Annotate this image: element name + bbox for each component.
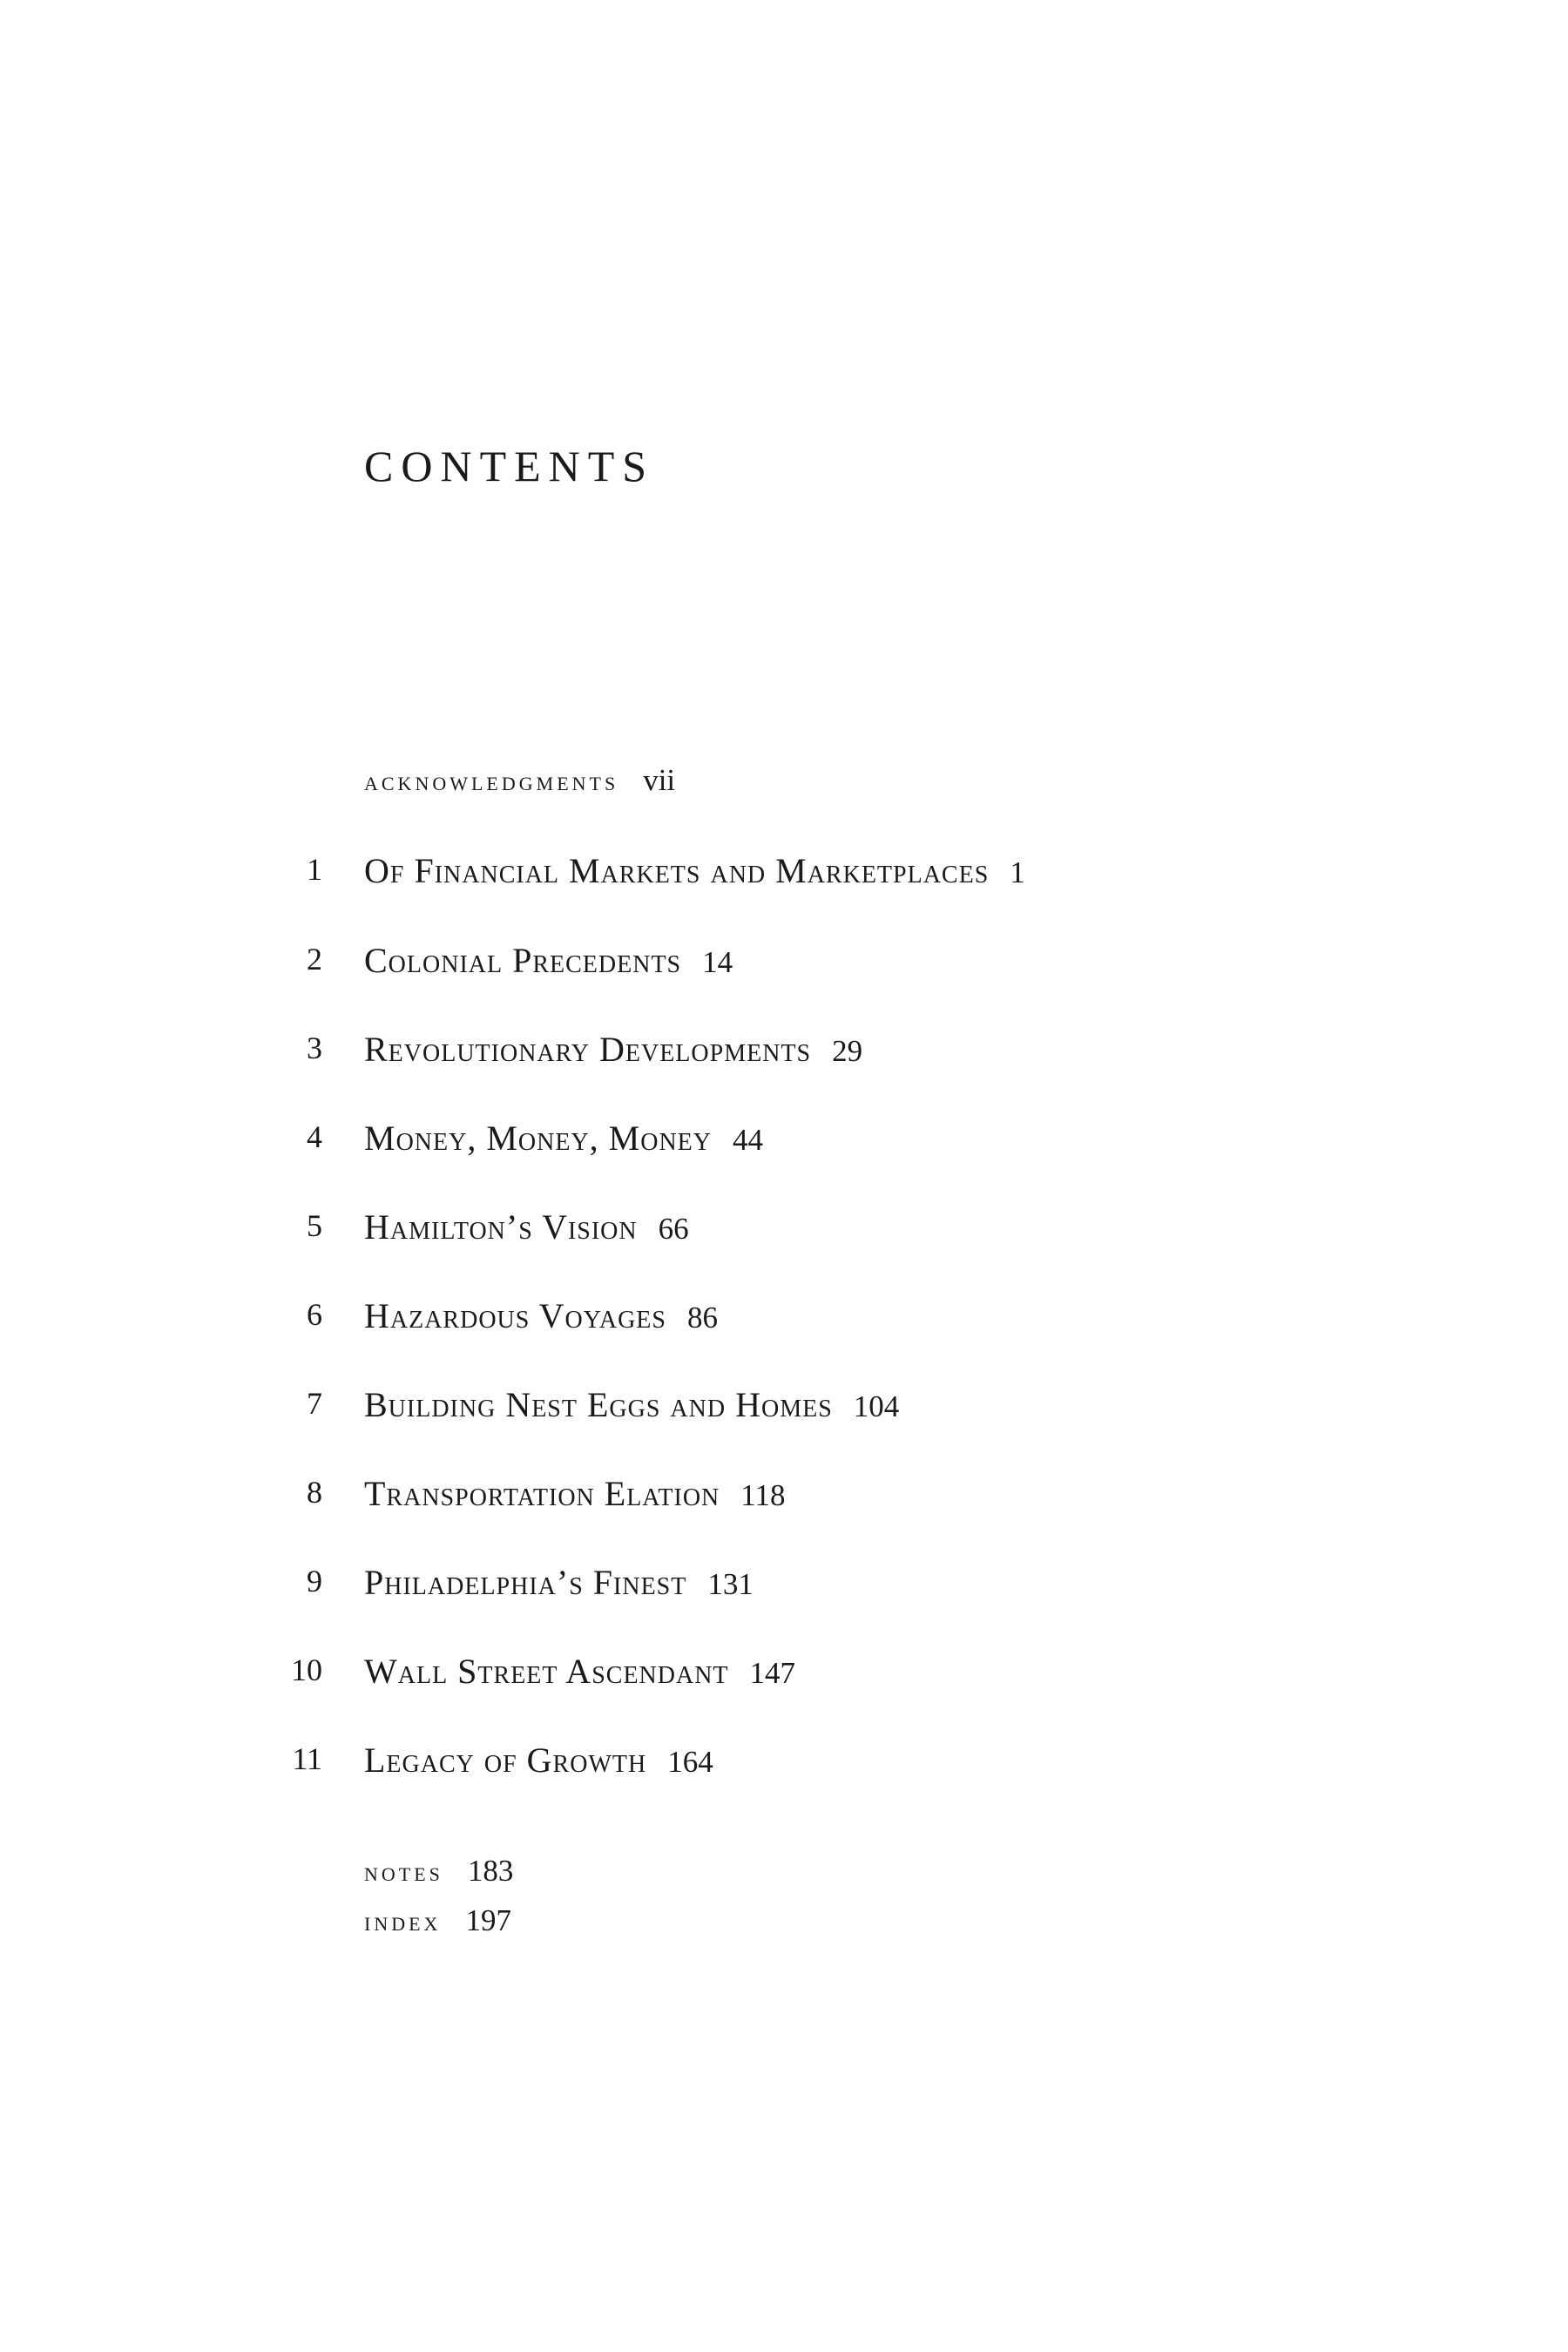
chapter-title-text: Hamilton’s Vision (364, 1207, 638, 1247)
chapter-entry (0, 1207, 1568, 1262)
chapter-page: 164 (667, 1745, 713, 1779)
chapter-number: 1 (307, 852, 322, 887)
chapter-number: 9 (307, 1564, 322, 1598)
chapter-entry (0, 1032, 1568, 1085)
chapter-number: 10 (291, 1652, 322, 1687)
chapter-title (364, 1032, 862, 1067)
chapter-page: 44 (733, 1123, 763, 1157)
back-matter-entry-notes (364, 1855, 513, 1886)
chapter-number: 11 (292, 1741, 322, 1776)
chapter-page: 29 (832, 1034, 863, 1068)
chapter-title (364, 1565, 754, 1600)
chapter-entry (0, 1121, 1568, 1173)
chapter-entry (0, 1740, 1568, 1795)
chapter-title (364, 1740, 713, 1780)
chapter-entry (0, 1654, 1568, 1707)
chapter-number: 4 (307, 1119, 322, 1154)
chapter-number: 3 (307, 1031, 322, 1065)
front-matter-label: acknowledgments (364, 765, 619, 796)
chapter-entry (0, 1385, 1568, 1440)
chapter-page: 86 (686, 1301, 718, 1335)
chapter-entry (0, 1296, 1568, 1351)
chapter-title (364, 1385, 900, 1424)
chapter-number: 6 (307, 1297, 322, 1332)
chapter-title-text: Money, Money, Money (364, 1119, 712, 1158)
chapter-title-text: Philadelphia’s Finest (364, 1563, 687, 1602)
chapter-title-text: Hazardous Voyages (364, 1296, 666, 1335)
chapter-title-text: Transportation Elation (364, 1474, 720, 1513)
chapter-number: 2 (307, 942, 322, 977)
front-matter-page: vii (643, 763, 676, 797)
chapter-page: 131 (707, 1567, 754, 1601)
chapter-number: 5 (307, 1208, 322, 1243)
chapter-title (364, 851, 1025, 890)
chapter-entry (0, 1474, 1568, 1529)
back-matter-entry-index (364, 1905, 511, 1936)
chapter-title-text: Revolutionary Developments (364, 1030, 812, 1069)
chapter-entry (0, 851, 1568, 906)
chapter-title-text: Colonial Precedents (364, 941, 682, 980)
chapter-title (364, 943, 733, 978)
chapter-number: 8 (307, 1475, 322, 1510)
chapter-title (364, 1296, 718, 1335)
back-matter-page: 197 (465, 1903, 511, 1937)
front-matter-entry (364, 765, 675, 795)
chapter-title-text: Of Financial Markets and Marketplaces (364, 851, 990, 890)
chapter-page: 104 (853, 1389, 900, 1423)
chapter-page: 14 (702, 945, 733, 979)
back-matter-label: notes (364, 1855, 443, 1887)
chapter-title (364, 1121, 763, 1156)
chapter-entry (0, 1565, 1568, 1618)
chapter-title (364, 1474, 786, 1513)
chapter-number: 7 (307, 1386, 322, 1421)
chapter-title-text: Legacy of Growth (364, 1740, 647, 1780)
back-matter-page: 183 (467, 1854, 514, 1888)
chapter-title-text: Wall Street Ascendant (364, 1652, 729, 1691)
chapter-title-text: Building Nest Eggs and Homes (364, 1385, 833, 1424)
chapter-title (364, 1654, 795, 1689)
chapter-title (364, 1207, 689, 1247)
chapter-page: 147 (749, 1656, 796, 1690)
page-title: CONTENTS (364, 442, 655, 490)
chapter-page: 66 (658, 1212, 689, 1246)
back-matter-label: index (364, 1905, 442, 1936)
chapter-page: 118 (740, 1478, 786, 1512)
chapter-entry (0, 943, 1568, 996)
chapter-page: 1 (1010, 855, 1025, 889)
